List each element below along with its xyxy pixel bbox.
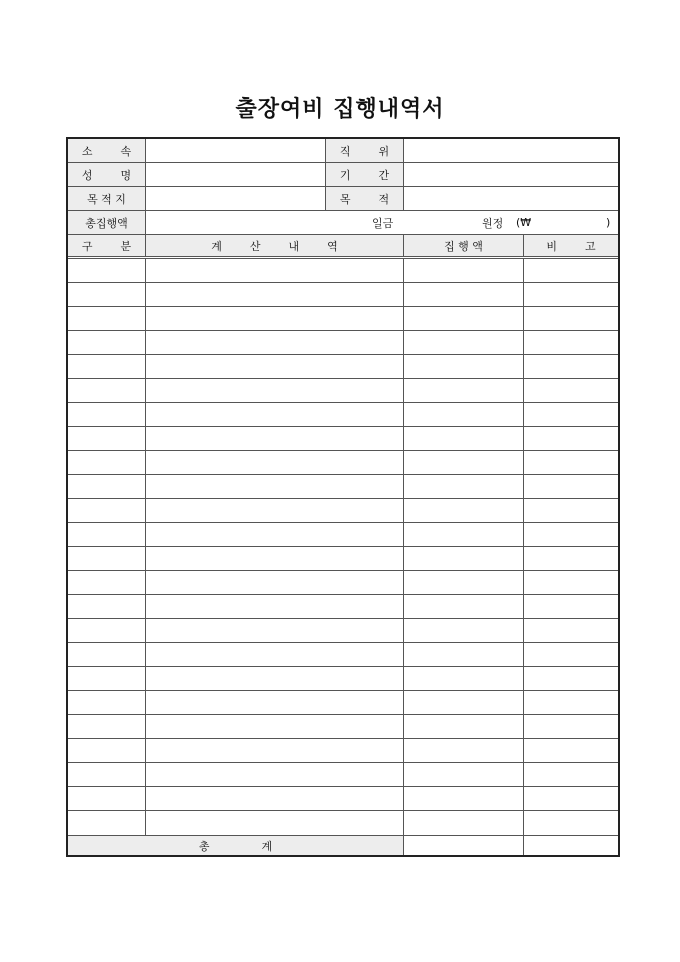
row-category-cell[interactable]: [68, 355, 146, 378]
row-category-cell[interactable]: [68, 427, 146, 450]
row-details-cell[interactable]: [146, 763, 404, 786]
row-remarks-cell[interactable]: [524, 787, 618, 810]
row-remarks-cell[interactable]: [524, 283, 618, 306]
affiliation-label: 소 속: [68, 139, 146, 162]
period-label: 기 간: [326, 163, 404, 186]
row-remarks-cell[interactable]: [524, 331, 618, 354]
row-remarks-cell[interactable]: [524, 379, 618, 402]
row-category-cell[interactable]: [68, 331, 146, 354]
period-field[interactable]: [404, 163, 618, 186]
table-row: [68, 811, 618, 835]
table-row: [68, 307, 618, 331]
header-remarks: 비 고: [524, 235, 618, 256]
row-amount-cell[interactable]: [404, 667, 524, 690]
row-amount-cell[interactable]: [404, 691, 524, 714]
row-category-cell[interactable]: [68, 499, 146, 522]
table-row: [68, 643, 618, 667]
row-category-cell[interactable]: [68, 691, 146, 714]
row-remarks-cell[interactable]: [524, 499, 618, 522]
row-amount-cell[interactable]: [404, 523, 524, 546]
row-details-cell[interactable]: [146, 331, 404, 354]
row-category-cell[interactable]: [68, 259, 146, 282]
row-remarks-cell[interactable]: [524, 763, 618, 786]
row-amount-cell[interactable]: [404, 427, 524, 450]
table-row: [68, 667, 618, 691]
row-amount-cell[interactable]: [404, 475, 524, 498]
row-details-cell[interactable]: [146, 259, 404, 282]
row-amount-cell[interactable]: [404, 283, 524, 306]
row-amount-cell[interactable]: [404, 451, 524, 474]
row-category-cell[interactable]: [68, 571, 146, 594]
row-details-cell[interactable]: [146, 475, 404, 498]
table-row: [68, 763, 618, 787]
row-details-cell[interactable]: [146, 787, 404, 810]
table-row: [68, 451, 618, 475]
table-row: [68, 475, 618, 499]
row-amount-cell[interactable]: [404, 307, 524, 330]
row-amount-cell[interactable]: [404, 619, 524, 642]
grand-total-remarks[interactable]: [524, 836, 618, 855]
info-row-affiliation: [68, 139, 618, 163]
destination-field[interactable]: [146, 187, 326, 210]
purpose-field[interactable]: [404, 187, 618, 210]
row-details-cell[interactable]: [146, 499, 404, 522]
row-category-cell[interactable]: [68, 523, 146, 546]
row-amount-cell[interactable]: [404, 403, 524, 426]
destination-label: 목 적 지: [68, 187, 146, 210]
row-details-cell[interactable]: [146, 715, 404, 738]
table-row: [68, 595, 618, 619]
row-category-cell[interactable]: [68, 475, 146, 498]
row-category-cell[interactable]: [68, 451, 146, 474]
document-title: 출장여비 집행내역서: [235, 97, 445, 122]
row-remarks-cell[interactable]: [524, 691, 618, 714]
row-category-cell[interactable]: [68, 283, 146, 306]
table-header-row: [68, 235, 618, 259]
table-row: [68, 787, 618, 811]
header-amount: 집 행 액: [404, 235, 524, 256]
row-amount-cell[interactable]: [404, 739, 524, 762]
info-row-name: [68, 163, 618, 187]
row-category-cell[interactable]: [68, 643, 146, 666]
table-row: [68, 571, 618, 595]
amount-prefix: 일금: [372, 216, 394, 230]
row-details-cell[interactable]: [146, 355, 404, 378]
amount-suffix: 원정: [482, 216, 504, 230]
table-row: [68, 355, 618, 379]
info-row-destination: [68, 187, 618, 211]
row-category-cell[interactable]: [68, 595, 146, 618]
table-row: [68, 379, 618, 403]
row-amount-cell[interactable]: [404, 763, 524, 786]
table-row: [68, 283, 618, 307]
row-remarks-cell[interactable]: [524, 571, 618, 594]
table-row: [68, 499, 618, 523]
row-remarks-cell[interactable]: [524, 811, 618, 835]
row-remarks-cell[interactable]: [524, 547, 618, 570]
row-category-cell[interactable]: [68, 619, 146, 642]
row-remarks-cell[interactable]: [524, 739, 618, 762]
table-row: [68, 403, 618, 427]
row-amount-cell[interactable]: [404, 499, 524, 522]
row-details-cell[interactable]: [146, 403, 404, 426]
row-details-cell[interactable]: [146, 283, 404, 306]
row-details-cell[interactable]: [146, 739, 404, 762]
purpose-label: 목 적: [326, 187, 404, 210]
row-remarks-cell[interactable]: [524, 307, 618, 330]
position-label: 직 위: [326, 139, 404, 162]
row-remarks-cell[interactable]: [524, 355, 618, 378]
row-remarks-cell[interactable]: [524, 259, 618, 282]
table-row: [68, 427, 618, 451]
row-category-cell[interactable]: [68, 307, 146, 330]
table-footer-row: [68, 835, 618, 855]
row-amount-cell[interactable]: [404, 547, 524, 570]
row-details-cell[interactable]: [146, 619, 404, 642]
row-details-cell[interactable]: [146, 571, 404, 594]
name-label: 성 명: [68, 163, 146, 186]
row-amount-cell[interactable]: [404, 571, 524, 594]
table-row: [68, 691, 618, 715]
grand-total-amount[interactable]: [404, 836, 524, 855]
position-field[interactable]: [404, 139, 618, 162]
row-amount-cell[interactable]: [404, 811, 524, 835]
row-details-cell[interactable]: [146, 379, 404, 402]
row-details-cell[interactable]: [146, 643, 404, 666]
row-remarks-cell[interactable]: [524, 523, 618, 546]
row-details-cell[interactable]: [146, 547, 404, 570]
expense-form: [66, 137, 620, 857]
row-amount-cell[interactable]: [404, 715, 524, 738]
row-remarks-cell[interactable]: [524, 451, 618, 474]
row-remarks-cell[interactable]: [524, 643, 618, 666]
row-amount-cell[interactable]: [404, 259, 524, 282]
row-details-cell[interactable]: [146, 427, 404, 450]
row-category-cell[interactable]: [68, 715, 146, 738]
row-amount-cell[interactable]: [404, 787, 524, 810]
row-details-cell[interactable]: [146, 523, 404, 546]
row-category-cell[interactable]: [68, 547, 146, 570]
row-category-cell[interactable]: [68, 811, 146, 835]
row-category-cell[interactable]: [68, 787, 146, 810]
row-category-cell[interactable]: [68, 667, 146, 690]
row-details-cell[interactable]: [146, 595, 404, 618]
table-row: [68, 523, 618, 547]
row-details-cell[interactable]: [146, 667, 404, 690]
grand-total-label: 총 계: [68, 836, 404, 855]
row-amount-cell[interactable]: [404, 643, 524, 666]
row-category-cell[interactable]: [68, 739, 146, 762]
row-details-cell[interactable]: [146, 307, 404, 330]
affiliation-field[interactable]: [146, 139, 326, 162]
row-category-cell[interactable]: [68, 763, 146, 786]
row-details-cell[interactable]: [146, 811, 404, 835]
header-category: 구 분: [68, 235, 146, 256]
row-amount-cell[interactable]: [404, 379, 524, 402]
row-category-cell[interactable]: [68, 403, 146, 426]
won-close: ): [606, 216, 611, 229]
table-row: [68, 331, 618, 355]
row-remarks-cell[interactable]: [524, 715, 618, 738]
row-amount-cell[interactable]: [404, 331, 524, 354]
total-amount-row: [68, 211, 618, 235]
row-remarks-cell[interactable]: [524, 667, 618, 690]
name-field[interactable]: [146, 163, 326, 186]
table-row: [68, 715, 618, 739]
table-row: [68, 259, 618, 283]
row-remarks-cell[interactable]: [524, 475, 618, 498]
row-amount-cell[interactable]: [404, 355, 524, 378]
won-open: (₩: [516, 216, 532, 229]
header-details: 계 산 내 역: [146, 235, 404, 256]
row-remarks-cell[interactable]: [524, 595, 618, 618]
row-details-cell[interactable]: [146, 691, 404, 714]
total-amount-field[interactable]: [146, 211, 618, 234]
table-row: [68, 739, 618, 763]
table-row: [68, 547, 618, 571]
row-remarks-cell[interactable]: [524, 619, 618, 642]
row-details-cell[interactable]: [146, 451, 404, 474]
total-amount-label: 총집행액: [68, 211, 146, 234]
row-remarks-cell[interactable]: [524, 403, 618, 426]
table-row: [68, 619, 618, 643]
row-remarks-cell[interactable]: [524, 427, 618, 450]
row-category-cell[interactable]: [68, 379, 146, 402]
row-amount-cell[interactable]: [404, 595, 524, 618]
